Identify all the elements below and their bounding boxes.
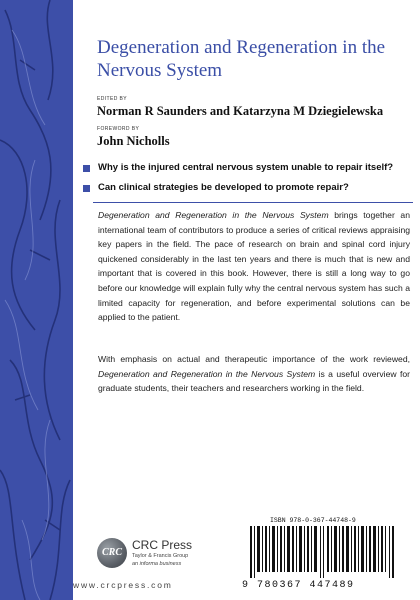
neuron-illustration (0, 0, 73, 600)
edited-by-label: EDITED BY (97, 96, 127, 102)
questions-section (73, 152, 420, 200)
cover-header (73, 0, 420, 162)
foreword-author: John Nicholls (97, 134, 170, 148)
barcode-digits: 9 780367 447489 (242, 580, 355, 591)
cover-art-strip (0, 0, 73, 600)
book-title: Degeneration and Regeneration in the Nervous System (97, 37, 386, 81)
publisher-group: Taylor & Francis Group (132, 553, 189, 559)
blurb-book-title: Degeneration and Regeneration in the Nervous System (98, 368, 316, 379)
question-item: Can clinical strategies be developed to promote repair? (98, 182, 349, 193)
crc-logo-icon: CRC (97, 538, 127, 568)
blurb-text: brings together an international team of contributors to produce a series of critical reviews appraising key papers in the field. The pace of research on brain and spinal cord injury quickened considerably in the last ten years and there is much that is new and important that is covered in this book. However, there is still a long way to go before our knowledge will explain fully why the central nervous system has such a limited capacity for regeneration, and before experimental solutions can be applied to the patient. (98, 210, 410, 323)
foreword-label: FOREWORD BY (97, 126, 140, 132)
blurb-paragraph-1 (98, 208, 410, 325)
isbn-text: ISBN 978-0-367-44748-9 (270, 517, 356, 524)
blurb-text: With emphasis on actual and therapeutic importance of the work reviewed, (98, 354, 410, 364)
blurb-paragraph-2 (98, 352, 410, 396)
publisher-name: CRC Press (132, 538, 193, 552)
section-divider (93, 202, 413, 203)
editors: Norman R Saunders and Katarzyna M Dziegielewska (97, 104, 384, 118)
bullet-marker (83, 165, 90, 172)
blurb-text: is a useful overview for graduate students, their teachers and researchers working in the field. (98, 368, 411, 394)
barcode-icon (250, 526, 400, 578)
barcode-panel (236, 516, 412, 596)
publisher-business: an informa business (132, 561, 182, 567)
publisher-url[interactable]: www.crcpress.com (73, 580, 173, 590)
blurb-book-title: Degeneration and Regeneration in the Nervous System (98, 210, 329, 220)
bullet-marker (83, 185, 90, 192)
question-item: Why is the injured central nervous system unable to repair itself? (98, 162, 394, 173)
